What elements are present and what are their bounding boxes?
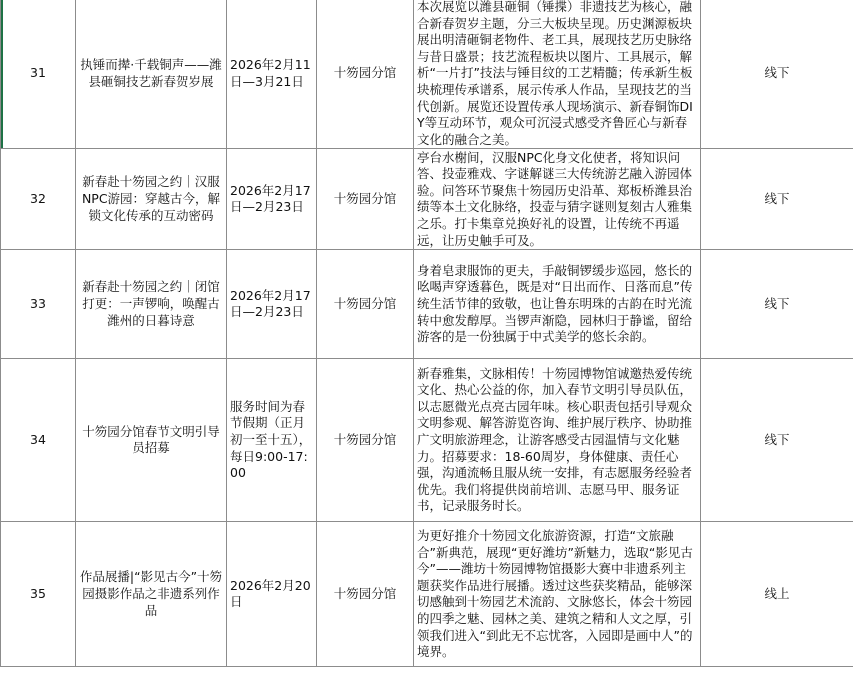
- table-row[interactable]: [1, 359, 853, 522]
- mode-cell[interactable]: 线下: [701, 250, 853, 359]
- description-cell[interactable]: 亭台水榭间，汉服NPC化身文化使者，将知识问答、投壶雅戏、字谜解谜三大传统游艺融入游园体验。问答环节聚焦十笏园历史沿革、郑板桥潍县治绩等本土文化脉络，投壶与猜字谜则复刻古人雅集之乐。打卡集章兑换好礼的设置，让传统不再遥远，让历史触手可及。: [414, 149, 701, 250]
- table-row[interactable]: [1, 522, 853, 667]
- description-cell[interactable]: 新春雅集，文脉相传！十笏园博物馆诚邀热爱传统文化、热心公益的你，加入春节文明引导员队伍，以志愿微光点亮古园年味。核心职责包括引导观众文明参观、解答游览咨询、维护展厅秩序、协助推广文明旅游理念，让游客感受古园温情与文化魅力。招募要求：18-60周岁，身体健康、责任心强，沟通流畅且服从统一安排，有志愿服务经验者优先。我们将提供岗前培训、志愿马甲、服务证书，记录服务时长。: [414, 359, 701, 522]
- row-selection-marker: [1, 0, 4, 148]
- table-row[interactable]: [1, 0, 853, 149]
- row-number-cell[interactable]: 31: [1, 0, 76, 149]
- activity-date-cell[interactable]: 服务时间为春节假期（正月初一至十五），每日9:00-17:00: [227, 359, 317, 522]
- activity-date-cell[interactable]: 2026年2月17日—2月23日: [227, 250, 317, 359]
- activity-name-cell[interactable]: 执锤而撵·千载铜声——潍县砸铜技艺新春贺岁展: [76, 0, 227, 149]
- venue-cell[interactable]: 十笏园分馆: [317, 149, 414, 250]
- row-number-cell[interactable]: 32: [1, 149, 76, 250]
- activity-name-cell[interactable]: 作品展播|“影见古今”十笏园摄影作品之非遗系列作品: [76, 522, 227, 667]
- activity-date-cell[interactable]: 2026年2月20日: [227, 522, 317, 667]
- description-cell[interactable]: 为更好推介十笏园文化旅游资源，打造“文旅融合”新典范，展现“更好潍坊”新魅力，选取“影见古今”——潍坊十笏园博物馆摄影大赛中非遗系列主题获奖作品进行展播。透过这些获奖精品，能够深切感触到十笏园艺术流韵、文脉悠长，体会十笏园的四季之魅、园林之美、建筑之精和人文之厚，引领我们进入“到此无不忘忧客，入园即是画中人”的境界。: [414, 522, 701, 667]
- row-number-cell[interactable]: 33: [1, 250, 76, 359]
- venue-cell[interactable]: 十笏园分馆: [317, 359, 414, 522]
- venue-cell[interactable]: 十笏园分馆: [317, 250, 414, 359]
- activity-name-cell[interactable]: 十笏园分馆春节文明引导员招募: [76, 359, 227, 522]
- mode-cell[interactable]: 线下: [701, 359, 853, 522]
- activity-date-cell[interactable]: 2026年2月11日—3月21日: [227, 0, 317, 149]
- table-row[interactable]: [1, 250, 853, 359]
- description-cell[interactable]: 身着皂隶服饰的更夫，手敲铜锣缓步巡园，悠长的吆喝声穿透暮色，既是对“日出而作、日落而息”传统生活节律的致敬，也让鲁东明珠的古韵在时光流转中愈发醇厚。当锣声渐隐，园林归于静谧，留给游客的是一份独属于中式美学的悠长余韵。: [414, 250, 701, 359]
- row-number-cell[interactable]: 35: [1, 522, 76, 667]
- activity-name-cell[interactable]: 新春赴十笏园之约｜汉服NPC游园：穿越古今，解锁文化传承的互动密码: [76, 149, 227, 250]
- venue-cell[interactable]: 十笏园分馆: [317, 522, 414, 667]
- activity-name-cell[interactable]: 新春赴十笏园之约｜闭馆打更：一声锣响，唤醒古潍州的日暮诗意: [76, 250, 227, 359]
- mode-cell[interactable]: 线下: [701, 149, 853, 250]
- activity-date-cell[interactable]: 2026年2月17日—2月23日: [227, 149, 317, 250]
- venue-cell[interactable]: 十笏园分馆: [317, 0, 414, 149]
- description-cell[interactable]: 本次展览以潍县砸铜（锤揲）非遗技艺为核心，融合新春贺岁主题，分三大板块呈现。历史渊源板块展出明清砸铜老物件、老工具，展现技艺历史脉络与昔日盛景；技艺流程板块以图片、工具展示，解析“一片打”技法与锤目纹的工艺精髓；传承新生板块梳理传承谱系，展示传承人作品，呈现技艺的当代创新。展览还设置传承人现场演示、新春铜饰DIY等互动环节，观众可沉浸式感受齐鲁匠心与新春文化的融合之美。: [414, 0, 701, 149]
- row-number-cell[interactable]: 34: [1, 359, 76, 522]
- mode-cell[interactable]: 线上: [701, 522, 853, 667]
- mode-cell[interactable]: 线下: [701, 0, 853, 149]
- table-row[interactable]: [1, 149, 853, 250]
